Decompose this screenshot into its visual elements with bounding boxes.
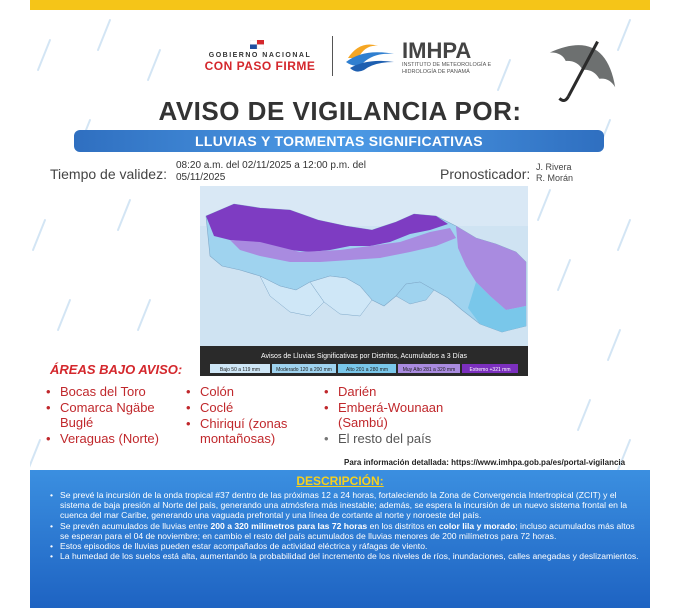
area-item: • Emberá-Wounaan (Sambú) [322, 400, 472, 430]
description-item [50, 521, 642, 541]
gobierno-logo [190, 40, 330, 73]
legend-label-alto: Alto 201 a 280 mm [346, 367, 388, 373]
map-legend [210, 364, 518, 373]
imhpa-name: IMHPA [402, 38, 472, 63]
page-title: AVISO DE VIGILANCIA POR: [158, 96, 522, 126]
legend-label-bajo: Bajo 50 a 119 mm [219, 367, 261, 373]
top-accent-bar [30, 0, 650, 10]
legend-label-muy-alto: Muy Alto 281 a 320 mm [402, 367, 456, 373]
validez-value: 08:20 a.m. del 02/11/2025 a 12:00 p.m. del 05/11/2025 [176, 160, 366, 183]
description-title: DESCRIPCIÓN: [296, 474, 384, 488]
areas-title: ÁREAS BAJO AVISO: [50, 362, 183, 377]
description-item: • Estos episodios de lluvias pueden estar acompañados de actividad eléctrica y ráfagas de viento. [50, 541, 642, 551]
areas-column-3 [322, 384, 472, 447]
area-item: • Veraguas (Norte) [44, 431, 184, 446]
area-item-rest: • El resto del país [322, 431, 472, 446]
area-item: • Comarca Ngäbe Buglé [44, 400, 184, 430]
desc-highlight-color: color lila y morado [438, 520, 516, 531]
area-item: • Bocas del Toro [44, 384, 184, 399]
gob-line2: CON PASO FIRME [204, 59, 316, 73]
pronosticador-label: Pronosticador: [440, 166, 531, 182]
map-legend-title: Avisos de Lluvias Significativas por Distritos, Acumulados a 3 Días [260, 353, 468, 360]
subtitle-bar: LLUVIAS Y TORMENTAS SIGNIFICATIVAS [74, 130, 604, 152]
description-item: • Se prevé la incursión de la onda tropical #37 dentro de las próximas 12 a 24 horas, fortaleciendo la Zona de Convergencia Intertropical (ZCIT) y el sistema de baja presión al Norte del país, generando una atmósfera más inestable; además, se espera la incursión de un nuevo sistema frontal en la cuenca del mar Caribe, generando una vaguada prefrontal y una línea de cortante al norte y noroeste del país. [50, 490, 642, 521]
legend-label-moderado: Moderado 120 a 200 mm [276, 367, 332, 373]
area-item: • Darién [322, 384, 472, 399]
panama-rain-map [200, 186, 528, 376]
pronosticador-name-2: R. Morán [536, 173, 574, 183]
description-item: • La humedad de los suelos está alta, aumentando la probabilidad del incremento de los niveles de ríos, inundaciones, calles anegadas y deslizamientos. [50, 551, 642, 561]
validez-label: Tiempo de validez: [50, 166, 167, 182]
legend-label-extremo: Extremo +321 mm [469, 367, 511, 373]
desc-text: Se prevén acumulados de lluvias entre [60, 520, 211, 531]
desc-text: en los distritos en [367, 520, 439, 531]
areas-column-2 [184, 384, 314, 447]
area-item: • Coclé [184, 400, 314, 415]
alert-poster [30, 0, 650, 608]
imhpa-subtitle: INSTITUTO DE METEOROLOGÍA E HIDROLOGÍA DE PANAMÁ [402, 62, 492, 75]
gob-line1: GOBIERNO NACIONAL [208, 52, 312, 59]
area-item: • Colón [184, 384, 314, 399]
imhpa-wave-icon [344, 36, 398, 76]
desc-highlight-amount: 200 a 320 milímetros para las 72 horas [210, 520, 368, 531]
desc-text: ; incluso acumulados más altos se esperan para el 04 de noviembre; en cambio el resto del país acumulados de lluvias menores de 200 milímetros para 72 horas. [60, 520, 635, 541]
info-link[interactable]: Para información detallada: https://www.imhpa.gob.pa/es/portal-vigilancia [344, 458, 626, 467]
pronosticador-names [536, 162, 573, 184]
pronosticador-name-1: J. Rivera [536, 162, 572, 172]
description-panel [30, 470, 650, 608]
area-item: • Chiriquí (zonas montañosas) [184, 416, 314, 446]
areas-column-1 [44, 384, 184, 447]
logo-divider [332, 36, 333, 76]
